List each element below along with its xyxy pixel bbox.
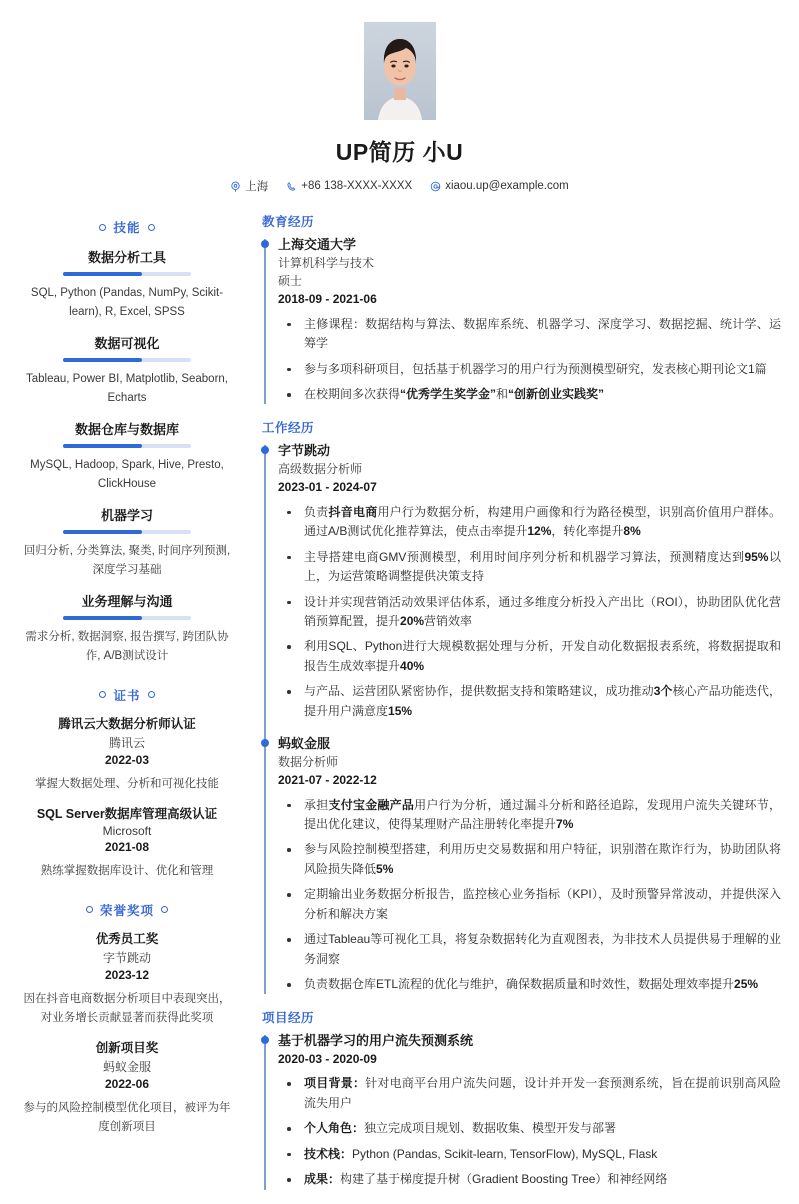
- certificate-org: Microsoft: [102, 823, 152, 838]
- sidebar-heading-certificates-label: 证书: [113, 688, 141, 703]
- ring-left-icon: [86, 906, 93, 913]
- sidebar-heading-skills-label: 技能: [113, 221, 141, 235]
- avatar: [364, 22, 436, 120]
- section-heading-projects: 项目经历: [262, 1011, 315, 1026]
- main-column: [252, 212, 799, 1204]
- skill-level-bar: [63, 616, 191, 620]
- award-org: 字节跳动: [102, 950, 151, 965]
- certificate-item: [16, 714, 238, 794]
- resume-body: [0, 212, 799, 1204]
- list-item: 设计并实现营销活动效果评估体系，通过多维度分析投入产出比（ROI），协助团队优化营销预算配置，提升20%营销效率: [278, 593, 781, 632]
- section-heading-education: 教育经历: [262, 215, 315, 229]
- list-item: 利用SQL、Python进行大规模数据处理与分析，开发自动化数据报表系统，将数据提取和报告生成效率提升40%: [278, 637, 781, 676]
- skill-description: Tableau, Power BI, Matplotlib, Seaborn, Echarts: [25, 372, 228, 404]
- spacer: [16, 666, 238, 680]
- ring-right-icon: [148, 224, 155, 231]
- skill-item: [16, 505, 238, 580]
- education-timeline: [260, 236, 781, 404]
- list-item: 在校期间多次获得“优秀学生奖学金”和“创新创业实践奖”: [278, 385, 781, 404]
- skill-description: 回归分析, 分类算法, 聚类, 时间序列预测, 深度学习基础: [23, 544, 231, 576]
- certificate-item: [16, 804, 238, 881]
- contact-email-text: xiaou.up@example.com: [445, 180, 569, 192]
- award-description: 因在抖音电商数据分析项目中表现突出，对业务增长贡献显著而获得此奖项: [23, 992, 231, 1024]
- list-item: 项目背景：针对电商平台用户流失问题，设计并开发一套预测系统，旨在提前识别高风险流失用户: [278, 1074, 781, 1113]
- skill-level-bar: [63, 272, 191, 276]
- skill-level-fill: [63, 358, 142, 362]
- list-item: 主修课程：数据结构与算法、数据库系统、机器学习、深度学习、数据挖掘、统计学、运筹学: [278, 315, 781, 354]
- skill-description: SQL, Python (Pandas, NumPy, Scikit-learn), R, Excel, SPSS: [30, 287, 224, 318]
- ring-right-icon: [161, 906, 168, 913]
- list-item: 负责数据仓库ETL流程的优化与维护，确保数据质量和时效性，数据处理效率提升25%: [278, 975, 781, 994]
- contact-phone-text: +86 138-XXXX-XXXX: [301, 180, 413, 192]
- list-item: 与产品、运营团队紧密协作，提供数据支持和策略建议，成功推动3个核心产品功能迭代，提升用户满意度15%: [278, 682, 781, 721]
- phone-icon: [286, 181, 297, 192]
- resume-header: [0, 0, 799, 194]
- project-bullets: [278, 1074, 781, 1189]
- skill-level-fill: [63, 444, 142, 448]
- major: 计算机科学与技术: [278, 255, 375, 270]
- skill-title: 数据仓库与数据库: [74, 421, 179, 437]
- list-item: 主导搭建电商GMV预测模型，利用时间序列分析和机器学习算法，预测精度达到95%以上，为运营策略调整提供决策支持: [278, 548, 781, 587]
- education-bullets: [278, 315, 781, 405]
- work-entry: [278, 735, 781, 994]
- job-role: 高级数据分析师: [278, 462, 363, 477]
- skill-title: 数据可视化: [94, 335, 160, 351]
- contact-email: [430, 180, 569, 192]
- work-timeline: [260, 442, 781, 994]
- project-entry: [278, 1032, 781, 1189]
- certificates-list: [16, 714, 238, 881]
- degree: 硕士: [278, 273, 303, 288]
- ring-left-icon: [99, 224, 106, 231]
- section-heading-work: 工作经历: [262, 421, 315, 436]
- sidebar-heading-certificates: [16, 686, 238, 704]
- work-date: 2023-01 - 2024-07: [278, 480, 377, 495]
- work-entry: [278, 442, 781, 721]
- work-bullets: [278, 503, 781, 721]
- work-bullets: [278, 796, 781, 995]
- list-item: 定期输出业务数据分析报告，监控核心业务指标（KPI），及时预警异常波动，并提供深入分析和解决方案: [278, 885, 781, 924]
- skill-item: [16, 591, 238, 666]
- education-entry: [278, 236, 781, 404]
- award-item: [16, 929, 238, 1028]
- school-name: 上海交通大学: [278, 237, 357, 252]
- award-org: 蚂蚁金服: [102, 1059, 151, 1074]
- ring-right-icon: [148, 691, 155, 698]
- location-pin-icon: [230, 181, 241, 192]
- section-projects: [260, 1008, 781, 1189]
- company-name: 字节跳动: [278, 443, 331, 459]
- email-icon: [430, 181, 441, 192]
- award-title: 优秀员工奖: [95, 931, 159, 946]
- section-education: [260, 212, 781, 404]
- list-item: 承担支付宝金融产品用户行为分析，通过漏斗分析和路径追踪，发现用户流失关键环节，提出优化建议，使得某理财产品注册转化率提升7%: [278, 796, 781, 835]
- award-date: 2022-06: [104, 1076, 150, 1091]
- list-item: 负责抖音电商用户行为数据分析，构建用户画像和行为路径模型，识别高价值用户群体。通过A/B测试优化推荐算法，使点击率提升12%，转化率提升8%: [278, 503, 781, 542]
- sidebar-heading-awards-label: 荣誉奖项: [99, 903, 154, 918]
- list-item: 通过Tableau等可视化工具，将复杂数据转化为直观图表，为非技术人员提供易于理解的业务洞察: [278, 930, 781, 969]
- sidebar-heading-awards: [16, 901, 238, 919]
- award-description: 参与的风险控制模型优化项目，被评为年度创新项目: [23, 1101, 231, 1133]
- list-item: 成果：构建了基于梯度提升树（Gradient Boosting Tree）和神经网络: [278, 1170, 781, 1189]
- certificate-title: SQL Server数据库管理高级认证: [36, 806, 218, 821]
- certificate-date: 2021-08: [104, 839, 150, 854]
- list-item: 技术栈：Python (Pandas, Scikit-learn, TensorFlow), MySQL, Flask: [278, 1145, 781, 1164]
- education-date: 2018-09 - 2021-06: [278, 292, 377, 307]
- skills-list: [16, 247, 238, 666]
- project-date: 2020-03 - 2020-09: [278, 1051, 377, 1066]
- company-name: 蚂蚁金服: [278, 736, 331, 752]
- skill-item: [16, 247, 238, 322]
- skill-level-fill: [63, 616, 142, 620]
- list-item: 参与多项科研项目，包括基于机器学习的用户行为预测模型研究，发表核心期刊论文1篇: [278, 360, 781, 379]
- skill-item: [16, 333, 238, 408]
- sidebar-heading-skills: [16, 218, 238, 236]
- contact-location: [230, 178, 268, 194]
- skill-level-fill: [63, 272, 142, 276]
- ring-left-icon: [99, 691, 106, 698]
- award-title: 创新项目奖: [95, 1040, 159, 1055]
- award-date: 2023-12: [104, 967, 150, 982]
- skill-title: 机器学习: [100, 507, 153, 523]
- certificate-description: 掌握大数据处理、分析和可视化技能: [35, 777, 219, 790]
- skill-description: MySQL, Hadoop, Spark, Hive, Presto, ClickHouse: [30, 458, 224, 490]
- sidebar: [0, 212, 252, 1137]
- contact-location-text: 上海: [245, 181, 269, 193]
- skill-level-bar: [63, 530, 191, 534]
- skill-title: 数据分析工具: [87, 250, 166, 265]
- certificate-title: 腾讯云大数据分析师认证: [58, 716, 196, 731]
- certificate-date: 2022-03: [104, 752, 150, 767]
- contact-phone: [286, 180, 412, 192]
- spacer: [16, 881, 238, 895]
- skill-title: 业务理解与沟通: [81, 593, 173, 609]
- contact-list: [0, 178, 799, 194]
- project-name: 基于机器学习的用户流失预测系统: [278, 1033, 474, 1049]
- work-date: 2021-07 - 2022-12: [278, 773, 377, 788]
- award-item: [16, 1038, 238, 1137]
- certificate-org: 腾讯云: [108, 735, 145, 750]
- awards-list: [16, 929, 238, 1137]
- job-role: 数据分析师: [278, 754, 339, 769]
- list-item: 个人角色：独立完成项目规划、数据收集、模型开发与部署: [278, 1119, 781, 1138]
- page-title: UP简历 小U: [335, 139, 464, 165]
- list-item: 参与风险控制模型搭建，利用历史交易数据和用户特征，识别潜在欺诈行为，协助团队将风险损失降低5%: [278, 840, 781, 879]
- skill-level-bar: [63, 444, 191, 448]
- skill-level-fill: [63, 530, 142, 534]
- skill-description: 需求分析, 数据洞察, 报告撰写, 跨团队协作, A/B测试设计: [25, 630, 229, 662]
- section-work: [260, 418, 781, 994]
- projects-timeline: [260, 1032, 781, 1189]
- certificate-description: 熟练掌握数据库设计、优化和管理: [40, 864, 214, 877]
- skill-level-bar: [63, 358, 191, 362]
- skill-item: [16, 419, 238, 494]
